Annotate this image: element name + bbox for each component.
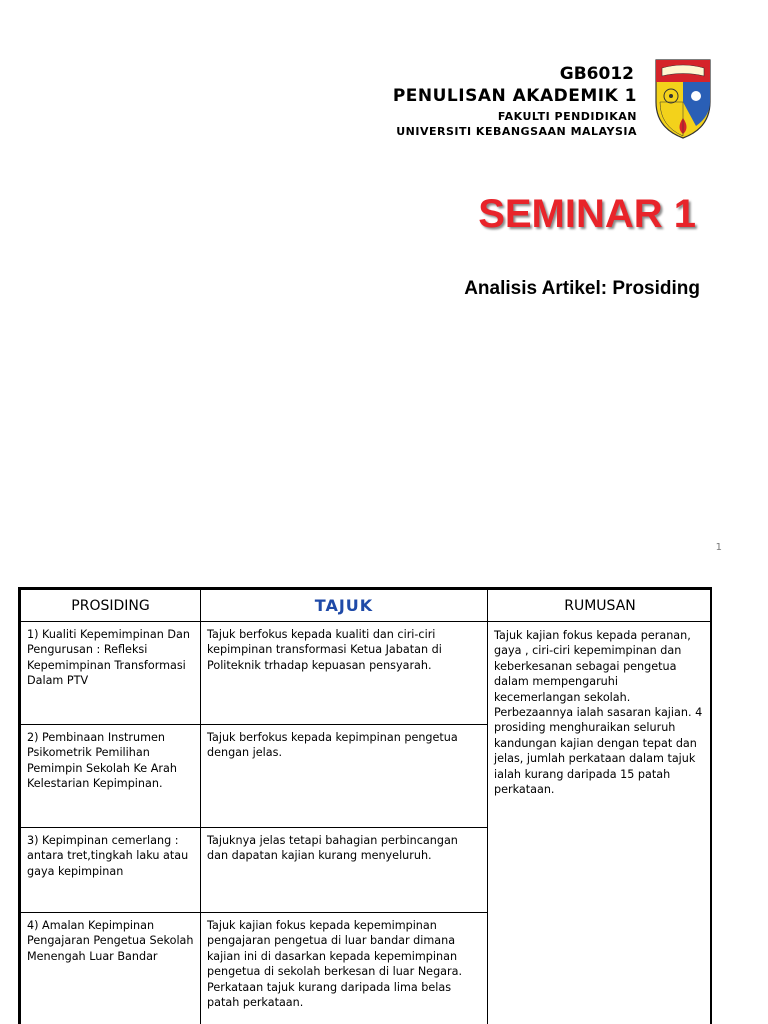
- course-name: PENULISAN AKADEMIK 1: [392, 86, 637, 106]
- rumusan-cell: Tajuk kajian fokus kepada peranan, gaya , ciri-ciri kepemimpinan dan keberkesanan sebagai pengetua dalam mempengaruhi kecemerlangan sekolah. Perbezaannya ialah sasaran kajian. 4 prosiding menghuraikan seluruh kandungan kajian dengan tepat dan jelas, jumlah perkataan dalam tajuk ialah kurang daripada 15 patah perkataan.: [488, 622, 713, 1024]
- course-code: GB6012: [559, 64, 634, 84]
- faculty-name: FAKULTI PENDIDIKAN: [497, 110, 637, 123]
- header-prosiding: PROSIDING: [21, 590, 201, 622]
- university-crest-icon: [652, 56, 714, 140]
- university-name: UNIVERSITI KEBANGSAAN MALAYSIA: [396, 125, 637, 138]
- tajuk-cell: Tajuk berfokus kepada kepimpinan pengetua dengan jelas.: [201, 725, 488, 828]
- tajuk-cell: Tajuk kajian fokus kepada kepemimpinan pengajaran pengetua di luar bandar dimana kajian ini di dasarkan kepada kepemimpinan pengetua di sekolah berkesan di luar Negara. Perkataan tajuk kurang daripada lima belas patah perkataan.: [201, 913, 488, 1024]
- header-rumusan: RUMUSAN: [488, 590, 713, 622]
- table-row: [21, 622, 713, 725]
- tajuk-cell: Tajuknya jelas tetapi bahagian perbincangan dan dapatan kajian kurang menyeluruh.: [201, 828, 488, 913]
- prosiding-cell: 2) Pembinaan Instrumen Psikometrik Pemilihan Pemimpin Sekolah Ke Arah Kelestarian Kepimpinan.: [21, 725, 201, 828]
- seminar-title: SEMINAR 1: [478, 192, 696, 236]
- prosiding-cell: 3) Kepimpinan cemerlang : antara tret,tingkah laku atau gaya kepimpinan: [21, 828, 201, 913]
- prosiding-cell: 4) Amalan Kepimpinan Pengajaran Pengetua Sekolah Menengah Luar Bandar: [21, 913, 201, 1024]
- analysis-table-container: [18, 587, 712, 1024]
- prosiding-cell: 1) Kualiti Kepemimpinan Dan Pengurusan : Refleksi Kepemimpinan Transformasi Dalam PTV: [21, 622, 201, 725]
- header-tajuk: TAJUK: [201, 590, 488, 622]
- analysis-table: [20, 589, 712, 1024]
- page-number: 1: [715, 542, 722, 553]
- seminar-subtitle: Analisis Artikel: Prosiding: [464, 278, 700, 299]
- tajuk-cell: Tajuk berfokus kepada kualiti dan ciri-ciri kepimpinan transformasi Ketua Jabatan di Politeknik trhadap kepuasan pensyarah.: [201, 622, 488, 725]
- table-header-row: [21, 590, 713, 622]
